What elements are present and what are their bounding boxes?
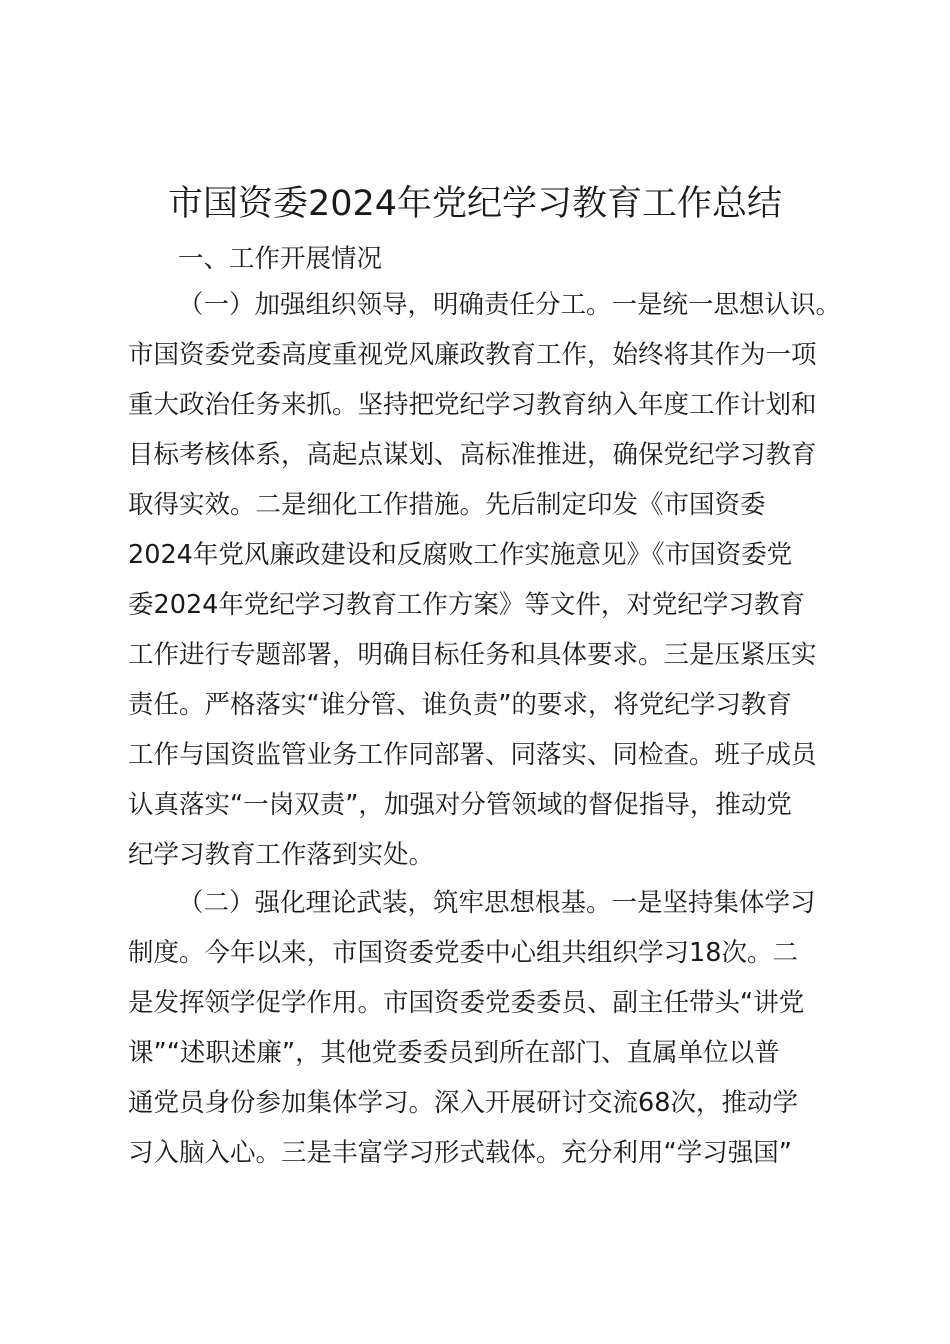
paragraph-line: 市国资委党委高度重视党风廉政教育工作，始终将其作为一项 xyxy=(128,340,817,370)
paragraph-line: （二）强化理论武装，筑牢思想根基。一是坚持集体学习 xyxy=(178,888,816,918)
paragraph-line: 工作与国资监管业务工作同部署、同落实、同检查。班子成员 xyxy=(128,740,817,770)
paragraph-line: 工作进行专题部署，明确目标任务和具体要求。三是压紧压实 xyxy=(128,640,817,670)
document-title: 市国资委2024年党纪学习教育工作总结 xyxy=(167,184,783,224)
paragraph-line: 是发挥领学促学作用。市国资委党委委员、副主任带头“讲党 xyxy=(128,988,805,1018)
paragraph-line: 制度。今年以来，市国资委党委中心组共组织学习18次。二 xyxy=(128,938,798,968)
paragraph-line: 重大政治任务来抓。坚持把党纪学习教育纳入年度工作计划和 xyxy=(128,390,817,420)
paragraph-line: 纪学习教育工作落到实处。 xyxy=(128,840,435,870)
paragraph-line: 委2024年党纪学习教育工作方案》等文件，对党纪学习教育 xyxy=(128,590,805,620)
paragraph-line: 目标考核体系，高起点谋划、高标准推进，确保党纪学习教育 xyxy=(128,440,817,470)
paragraph-line: 习入脑入心。三是丰富学习形式载体。充分利用“学习强国” xyxy=(128,1138,792,1168)
paragraph-line: 取得实效。二是细化工作措施。先后制定印发《市国资委 xyxy=(128,490,766,520)
paragraph-line: 通党员身份参加集体学习。深入开展研讨交流68次，推动学 xyxy=(128,1088,798,1118)
paragraph-line: 课”“述职述廉”，其他党委委员到所在部门、直属单位以普 xyxy=(128,1038,780,1068)
section-heading: 一、工作开展情况 xyxy=(178,244,383,274)
paragraph-line: 2024年党风廉政建设和反腐败工作实施意见》《市国资委党 xyxy=(128,540,793,570)
paragraph-line: 责任。严格落实“谁分管、谁负责”的要求，将党纪学习教育 xyxy=(128,690,792,720)
paragraph-line: 认真落实“一岗双责”，加强对分管领域的督促指导，推动党 xyxy=(128,790,792,820)
paragraph-line: （一）加强组织领导，明确责任分工。一是统一思想认识。 xyxy=(178,290,842,320)
